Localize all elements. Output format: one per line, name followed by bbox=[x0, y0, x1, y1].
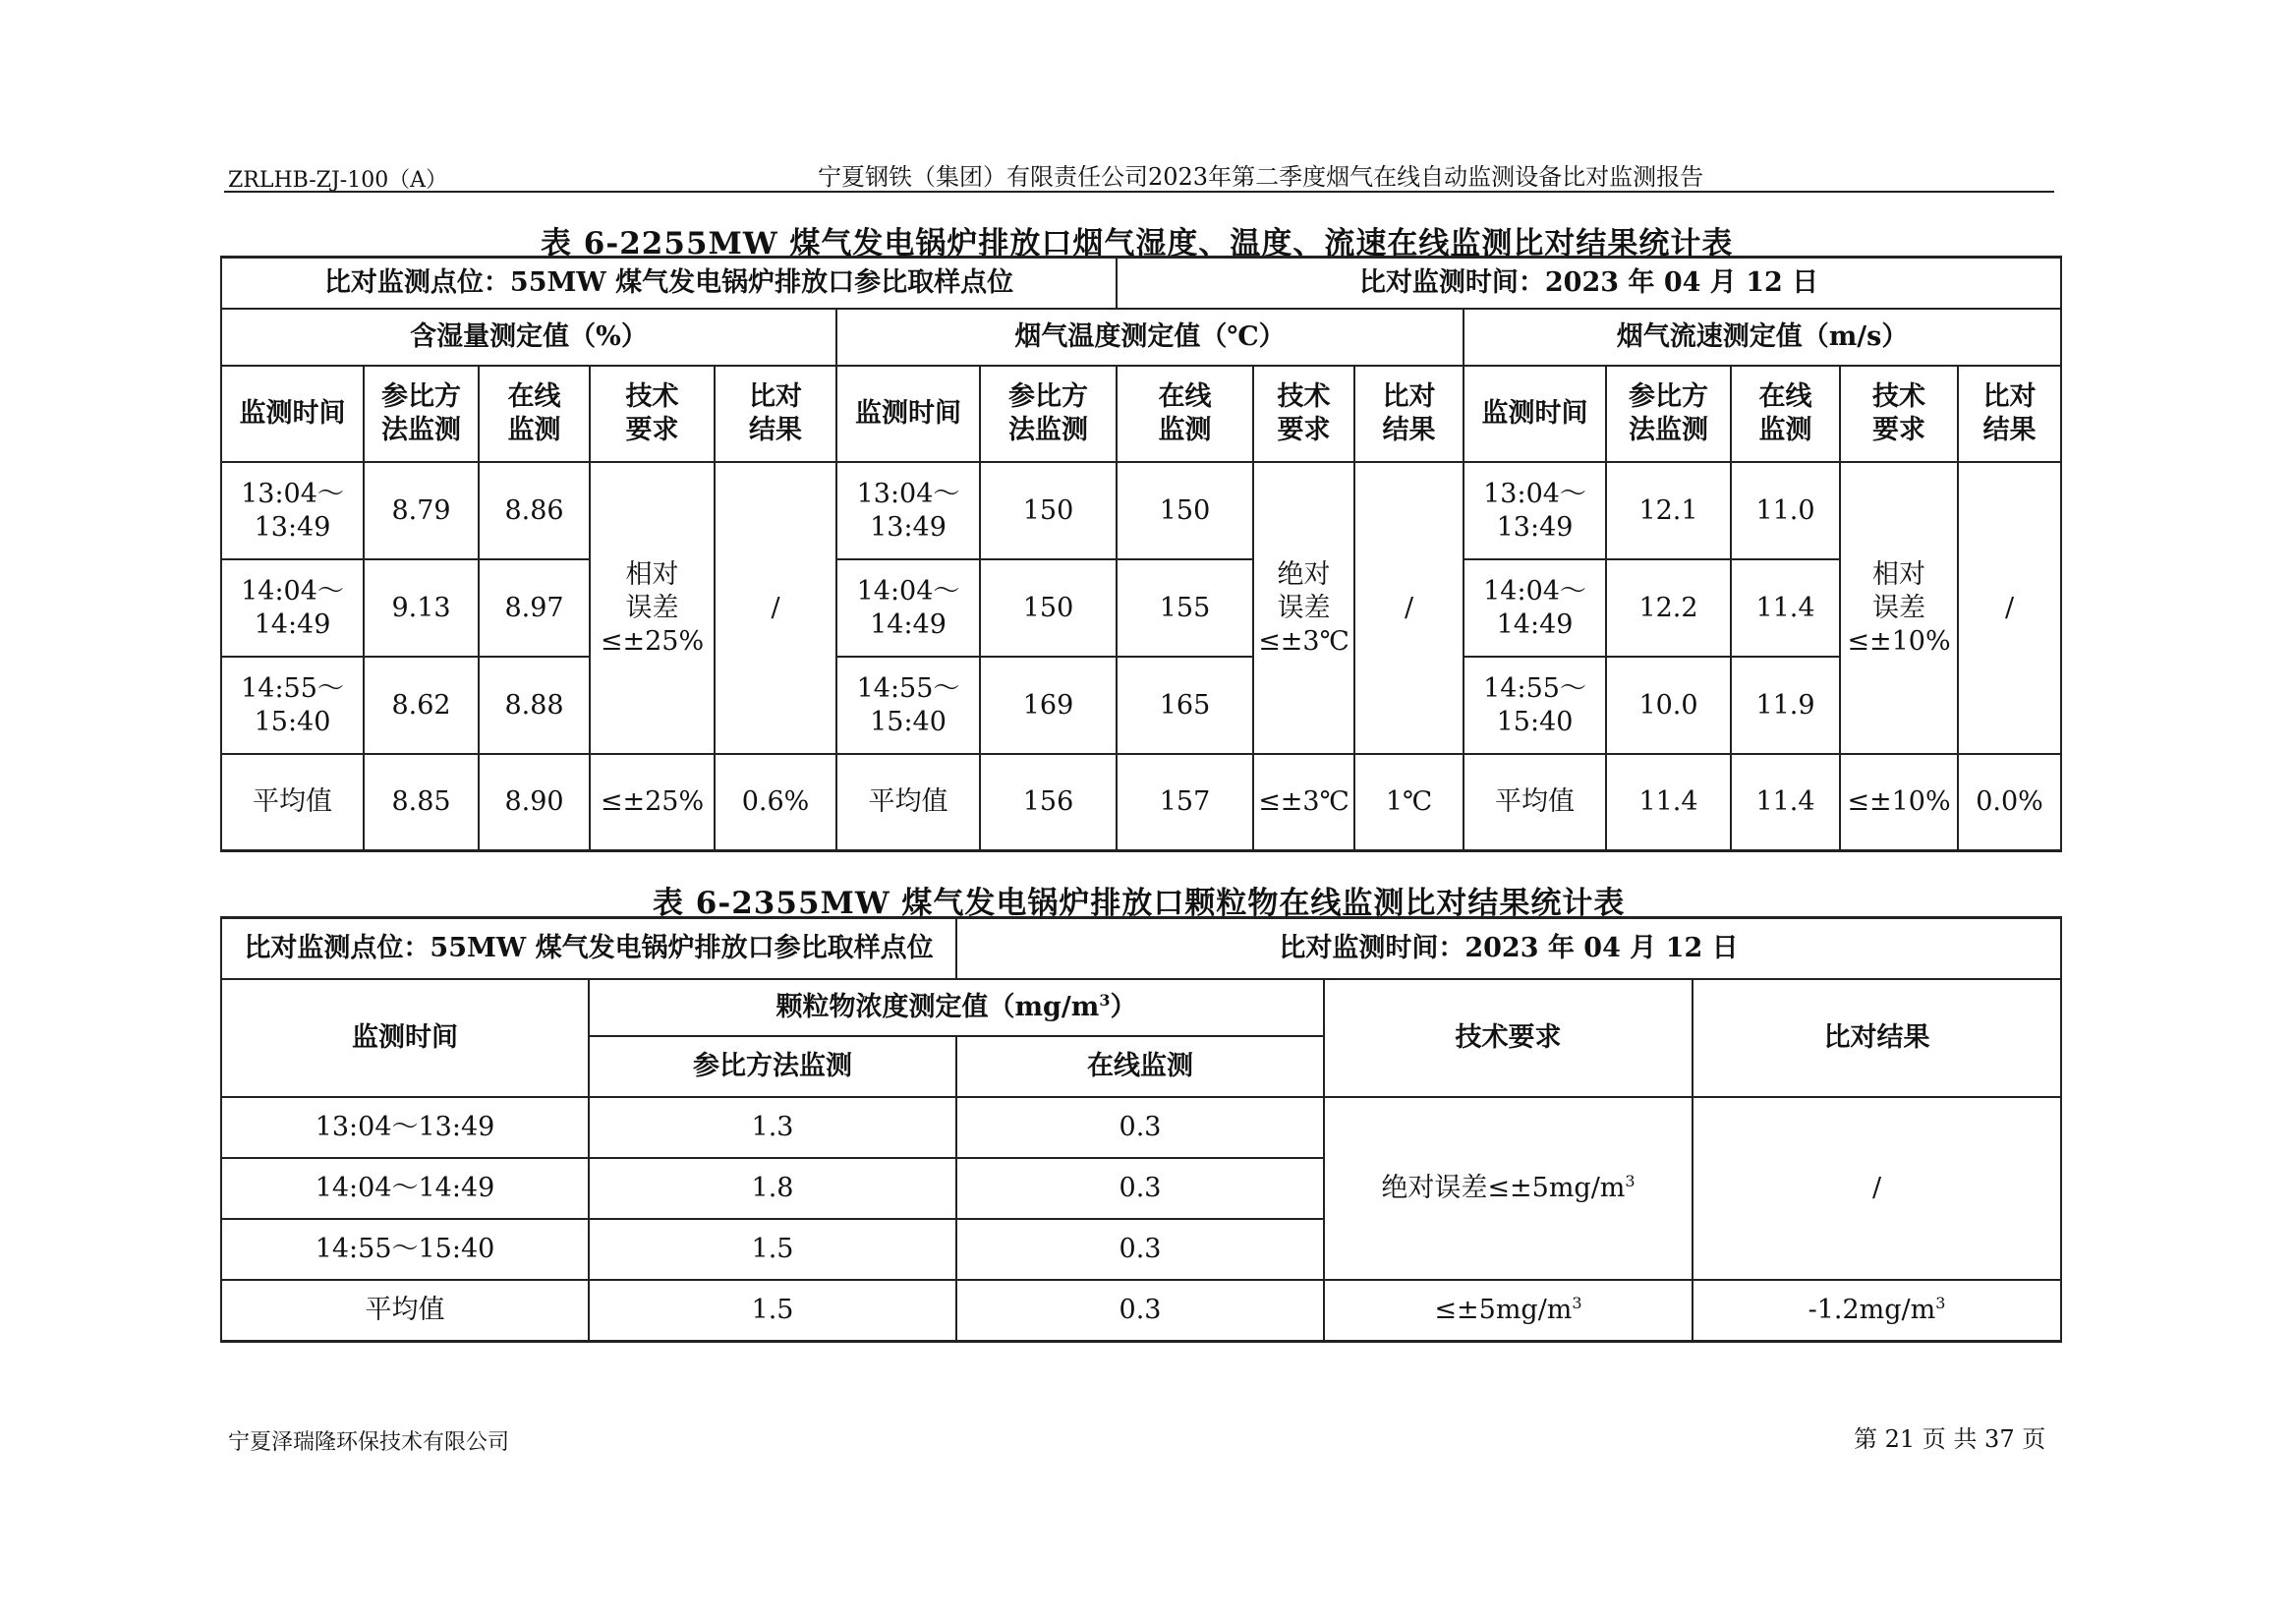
average-row bbox=[221, 754, 2061, 851]
company-name: 宁夏泽瑞隆环保技术有限公司 bbox=[228, 1430, 510, 1455]
ref-column-header: 参比方 法监测 bbox=[1606, 366, 1731, 462]
humidity-requirement-cell: 相对 误差 ≤±25% bbox=[590, 462, 715, 754]
table-row bbox=[221, 559, 2061, 657]
velocity-online-cell: 11.0 bbox=[1731, 462, 1840, 559]
monitoring-date: 比对监测时间：2023 年 04 月 12 日 bbox=[956, 918, 2061, 980]
ref-cell: 1.5 bbox=[589, 1219, 956, 1280]
ref-cell: 1.3 bbox=[589, 1097, 956, 1158]
time-cell: 13:04～ 13:49 bbox=[836, 462, 980, 559]
caption-number: 表 6-23 bbox=[653, 886, 776, 921]
group-header-row bbox=[221, 309, 2061, 366]
time-cell: 13:04～ 13:49 bbox=[1464, 462, 1606, 559]
ref-cell: 1.8 bbox=[589, 1158, 956, 1219]
velocity-result-cell: / bbox=[1958, 462, 2061, 754]
avg-ref-cell: 1.5 bbox=[589, 1280, 956, 1342]
online-column-header: 在线 监测 bbox=[479, 366, 590, 462]
humidity-avg-ref: 8.85 bbox=[364, 754, 479, 851]
humidity-online-cell: 8.88 bbox=[479, 657, 590, 754]
humidity-avg-result: 0.6% bbox=[715, 754, 836, 851]
humidity-avg-requirement: ≤±25% bbox=[590, 754, 715, 851]
velocity-avg-online: 11.4 bbox=[1731, 754, 1840, 851]
time-column-header: 监测时间 bbox=[836, 366, 980, 462]
result-column-header: 比对 结果 bbox=[1958, 366, 2061, 462]
velocity-avg-requirement: ≤±10% bbox=[1840, 754, 1958, 851]
meta-row bbox=[221, 918, 2061, 980]
humidity-ref-cell: 9.13 bbox=[364, 559, 479, 657]
average-label: 平均值 bbox=[221, 1280, 589, 1342]
table-6-22 bbox=[220, 256, 2062, 852]
caption-number: 表 6-22 bbox=[541, 226, 664, 261]
group-header-row bbox=[221, 979, 2061, 1036]
online-cell: 0.3 bbox=[956, 1097, 1324, 1158]
header-rule bbox=[224, 191, 2054, 193]
humidity-group-header: 含湿量测定值（%） bbox=[221, 309, 836, 366]
table-row bbox=[221, 1097, 2061, 1158]
temperature-result-cell: / bbox=[1354, 462, 1464, 754]
ref-column-header: 参比方 法监测 bbox=[364, 366, 479, 462]
temperature-online-cell: 155 bbox=[1117, 559, 1253, 657]
velocity-ref-cell: 10.0 bbox=[1606, 657, 1731, 754]
table-6-23 bbox=[220, 916, 2062, 1343]
temperature-online-cell: 150 bbox=[1117, 462, 1253, 559]
column-header-row bbox=[221, 366, 2061, 462]
temperature-group-header: 烟气温度测定值（℃） bbox=[836, 309, 1464, 366]
temperature-avg-result: 1℃ bbox=[1354, 754, 1464, 851]
time-cell: 14:04～ 14:49 bbox=[1464, 559, 1606, 657]
time-cell: 14:55～15:40 bbox=[221, 1219, 589, 1280]
velocity-requirement-cell: 相对 误差 ≤±10% bbox=[1840, 462, 1958, 754]
temperature-online-cell: 165 bbox=[1117, 657, 1253, 754]
average-row bbox=[221, 1280, 2061, 1342]
monitoring-point: 比对监测点位：55MW 煤气发电锅炉排放口参比取样点位 bbox=[221, 918, 956, 980]
table-row bbox=[221, 462, 2061, 559]
average-label: 平均值 bbox=[836, 754, 980, 851]
avg-online-cell: 0.3 bbox=[956, 1280, 1324, 1342]
temperature-ref-cell: 169 bbox=[980, 657, 1117, 754]
time-cell: 14:55～ 15:40 bbox=[836, 657, 980, 754]
report-title: 宁夏钢铁（集团）有限责任公司2023年第二季度烟气在线自动监测设备比对监测报告 bbox=[818, 163, 1704, 191]
avg-requirement-cell: $\le\pm 5mg/m^3$ bbox=[1324, 1280, 1693, 1342]
requirement-column-header: 技术 要求 bbox=[590, 366, 715, 462]
monitoring-date: 比对监测时间：2023 年 04 月 12 日 bbox=[1117, 258, 2061, 310]
time-cell: 14:04～ 14:49 bbox=[836, 559, 980, 657]
result-column-header: 比对 结果 bbox=[715, 366, 836, 462]
humidity-online-cell: 8.86 bbox=[479, 462, 590, 559]
humidity-avg-online: 8.90 bbox=[479, 754, 590, 851]
caption-text: 55MW 煤气发电锅炉排放口烟气湿度、温度、流速在线监测比对结果统计表 bbox=[663, 226, 1734, 261]
temperature-ref-cell: 150 bbox=[980, 462, 1117, 559]
velocity-avg-result: 0.0% bbox=[1958, 754, 2061, 851]
humidity-ref-cell: 8.62 bbox=[364, 657, 479, 754]
time-cell: 14:04～14:49 bbox=[221, 1158, 589, 1219]
humidity-ref-cell: 8.79 bbox=[364, 462, 479, 559]
time-cell: 14:55～ 15:40 bbox=[221, 657, 364, 754]
time-cell: 13:04～ 13:49 bbox=[221, 462, 364, 559]
velocity-group-header: 烟气流速测定值（m/s） bbox=[1464, 309, 2061, 366]
result-column-header: 比对结果 bbox=[1693, 979, 2061, 1097]
avg-result-cell: $-1.2mg/m^3$ bbox=[1693, 1280, 2061, 1342]
online-column-header: 在线 监测 bbox=[1117, 366, 1253, 462]
time-cell: 14:55～ 15:40 bbox=[1464, 657, 1606, 754]
result-column-header: 比对 结果 bbox=[1354, 366, 1464, 462]
online-cell: 0.3 bbox=[956, 1158, 1324, 1219]
requirement-column-header: 技术要求 bbox=[1324, 979, 1693, 1097]
document-code: ZRLHB-ZJ-100（A） bbox=[228, 168, 448, 193]
humidity-result-cell: / bbox=[715, 462, 836, 754]
time-column-header: 监测时间 bbox=[221, 366, 364, 462]
online-column-header: 在线监测 bbox=[956, 1036, 1324, 1097]
velocity-ref-cell: 12.1 bbox=[1606, 462, 1731, 559]
page-number: 第 21 页 共 37 页 bbox=[1854, 1425, 2046, 1453]
time-cell: 14:04～ 14:49 bbox=[221, 559, 364, 657]
temperature-avg-online: 157 bbox=[1117, 754, 1253, 851]
ref-column-header: 参比方法监测 bbox=[589, 1036, 956, 1097]
temperature-avg-requirement: ≤±3℃ bbox=[1253, 754, 1354, 851]
velocity-ref-cell: 12.2 bbox=[1606, 559, 1731, 657]
online-cell: 0.3 bbox=[956, 1219, 1324, 1280]
requirement-cell: 绝对误差$\le\pm 5mg/m^3$ bbox=[1324, 1097, 1693, 1280]
table-row bbox=[221, 657, 2061, 754]
result-cell: / bbox=[1693, 1097, 2061, 1280]
time-cell: 13:04～13:49 bbox=[221, 1097, 589, 1158]
temperature-ref-cell: 150 bbox=[980, 559, 1117, 657]
particulate-group-header: 颗粒物浓度测定值$(mg/m^3)$ bbox=[589, 979, 1324, 1036]
time-column-header: 监测时间 bbox=[1464, 366, 1606, 462]
meta-row bbox=[221, 258, 2061, 310]
monitoring-point: 比对监测点位：55MW 煤气发电锅炉排放口参比取样点位 bbox=[221, 258, 1117, 310]
requirement-column-header: 技术 要求 bbox=[1253, 366, 1354, 462]
average-label: 平均值 bbox=[221, 754, 364, 851]
velocity-avg-ref: 11.4 bbox=[1606, 754, 1731, 851]
average-label: 平均值 bbox=[1464, 754, 1606, 851]
online-column-header: 在线 监测 bbox=[1731, 366, 1840, 462]
velocity-online-cell: 11.4 bbox=[1731, 559, 1840, 657]
temperature-requirement-cell: 绝对 误差 ≤±3℃ bbox=[1253, 462, 1354, 754]
velocity-online-cell: 11.9 bbox=[1731, 657, 1840, 754]
caption-text: 55MW 煤气发电锅炉排放口颗粒物在线监测比对结果统计表 bbox=[775, 886, 1626, 921]
time-column-header: 监测时间 bbox=[221, 979, 589, 1097]
temperature-avg-ref: 156 bbox=[980, 754, 1117, 851]
humidity-online-cell: 8.97 bbox=[479, 559, 590, 657]
ref-column-header: 参比方 法监测 bbox=[980, 366, 1117, 462]
requirement-column-header: 技术 要求 bbox=[1840, 366, 1958, 462]
